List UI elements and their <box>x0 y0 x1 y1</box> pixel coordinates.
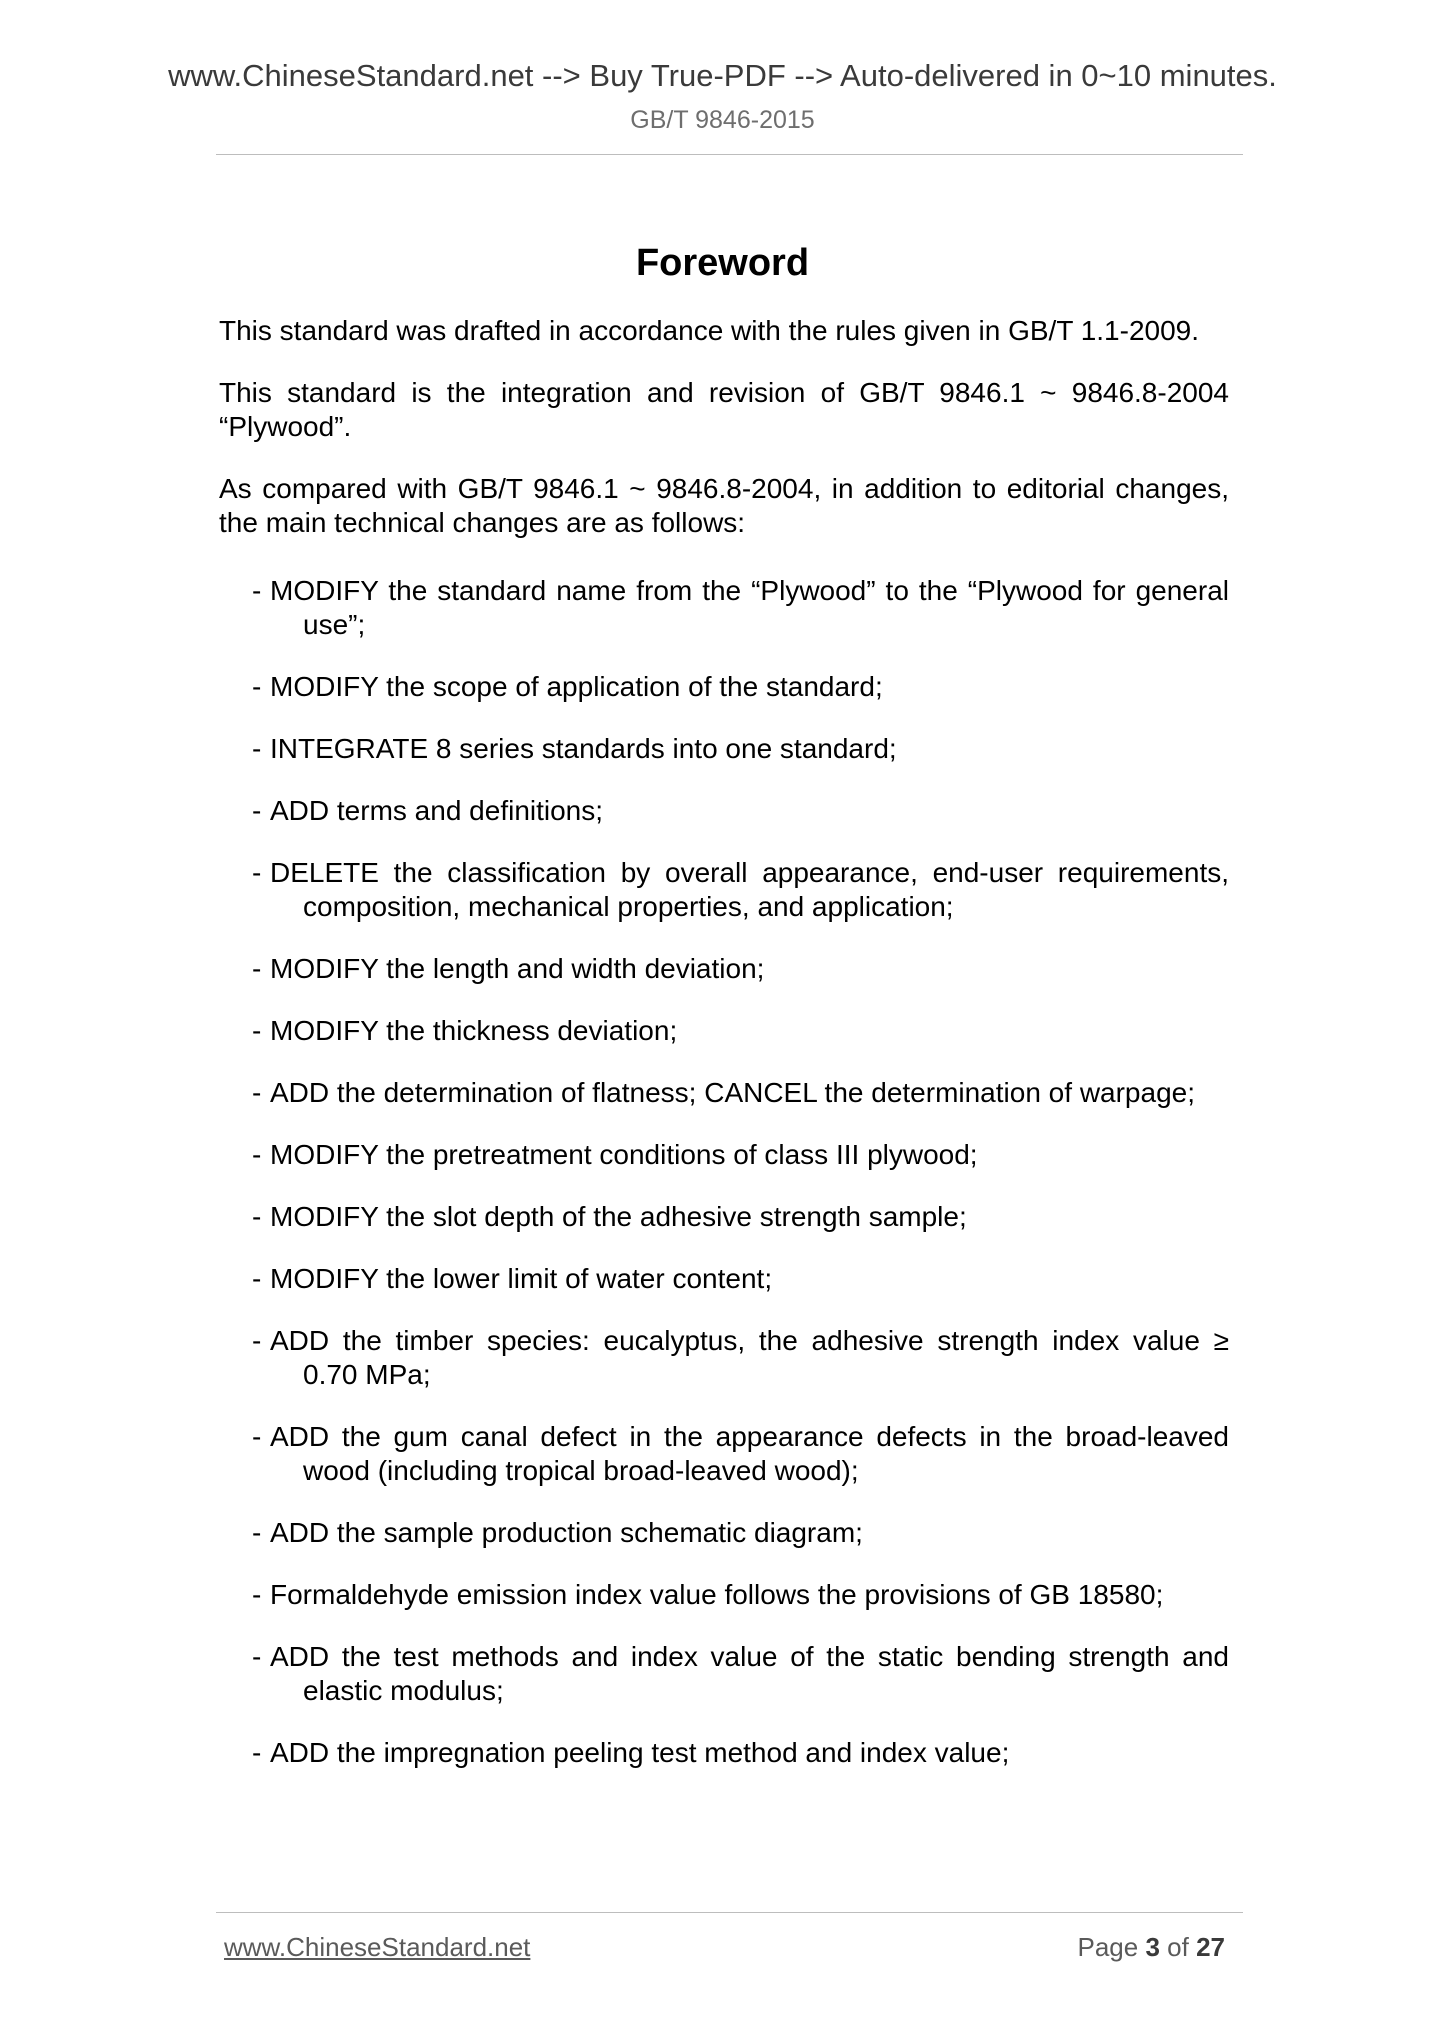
footer-website-link[interactable]: www.ChineseStandard.net <box>224 1932 531 1962</box>
list-item: - MODIFY the thickness deviation; <box>252 1015 678 1046</box>
list-marker: - <box>252 1139 262 1170</box>
list-item: - ADD the impregnation peeling test method and index value; <box>252 1737 1010 1768</box>
list-item: - MODIFY the lower limit of water content; <box>252 1263 773 1294</box>
list-item: - ADD terms and definitions; <box>252 795 604 826</box>
paragraph-comparison: As compared with GB/T 9846.1 ~ 9846.8-2004, in addition to editorial changes, the main technical changes are as follows: <box>219 473 1229 538</box>
list-marker: - <box>252 1015 262 1046</box>
list-item: - MODIFY the pretreatment conditions of class III plywood; <box>252 1139 978 1170</box>
list-marker: - <box>252 1263 262 1294</box>
list-marker: - <box>252 733 262 764</box>
standard-code: GB/T 9846-2015 <box>630 106 815 134</box>
list-marker: - <box>252 1421 262 1452</box>
list-item: - ADD the test methods and index value of the static bending strength and elastic modulus; <box>252 1641 1229 1706</box>
header-divider <box>216 154 1243 155</box>
list-item: - MODIFY the scope of application of the standard; <box>252 671 883 702</box>
list-marker: - <box>252 1641 262 1672</box>
list-marker: - <box>252 857 262 888</box>
current-page: 3 <box>1145 1932 1160 1962</box>
list-item: - INTEGRATE 8 series standards into one standard; <box>252 733 897 764</box>
list-marker: - <box>252 1517 262 1548</box>
changes-list <box>219 574 1229 1770</box>
list-marker: - <box>252 671 262 702</box>
paragraph-integration: This standard is the integration and revision of GB/T 9846.1 ~ 9846.8-2004 “Plywood”. <box>219 377 1229 442</box>
list-item: - ADD the sample production schematic diagram; <box>252 1517 863 1548</box>
list-marker: - <box>252 1579 262 1610</box>
document-body <box>219 314 1229 1798</box>
paragraph-drafting-rules: This standard was drafted in accordance with the rules given in GB/T 1.1-2009. <box>219 315 1200 346</box>
header-banner: www.ChineseStandard.net --> Buy True-PDF --> Auto-delivered in 0~10 minutes. <box>168 58 1277 93</box>
list-item: - DELETE the classification by overall appearance, end-user requirements, composition, mechanical properties, and application; <box>252 857 1229 922</box>
footer-divider <box>216 1912 1243 1913</box>
list-marker: - <box>252 1201 262 1232</box>
list-marker: - <box>252 575 262 606</box>
list-item: - MODIFY the slot depth of the adhesive strength sample; <box>252 1201 967 1232</box>
list-marker: - <box>252 1077 262 1108</box>
list-item: - ADD the determination of flatness; CANCEL the determination of warpage; <box>252 1077 1195 1108</box>
list-marker: - <box>252 1325 262 1356</box>
list-item: - MODIFY the standard name from the “Plywood” to the “Plywood for general use”; <box>252 575 1229 640</box>
list-item: - ADD the timber species: eucalyptus, the adhesive strength index value ≥ 0.70 MPa; <box>252 1325 1229 1390</box>
page-number: Page 3 of 27 <box>1077 1932 1225 1962</box>
total-pages: 27 <box>1196 1932 1225 1962</box>
list-marker: - <box>252 953 262 984</box>
list-marker: - <box>252 795 262 826</box>
list-item: - Formaldehyde emission index value follows the provisions of GB 18580; <box>252 1579 1164 1610</box>
page-title: Foreword <box>635 242 810 284</box>
list-item: - ADD the gum canal defect in the appearance defects in the broad-leaved wood (including tropical broad-leaved wood); <box>252 1421 1229 1486</box>
list-item: - MODIFY the length and width deviation; <box>252 953 765 984</box>
list-marker: - <box>252 1737 262 1768</box>
